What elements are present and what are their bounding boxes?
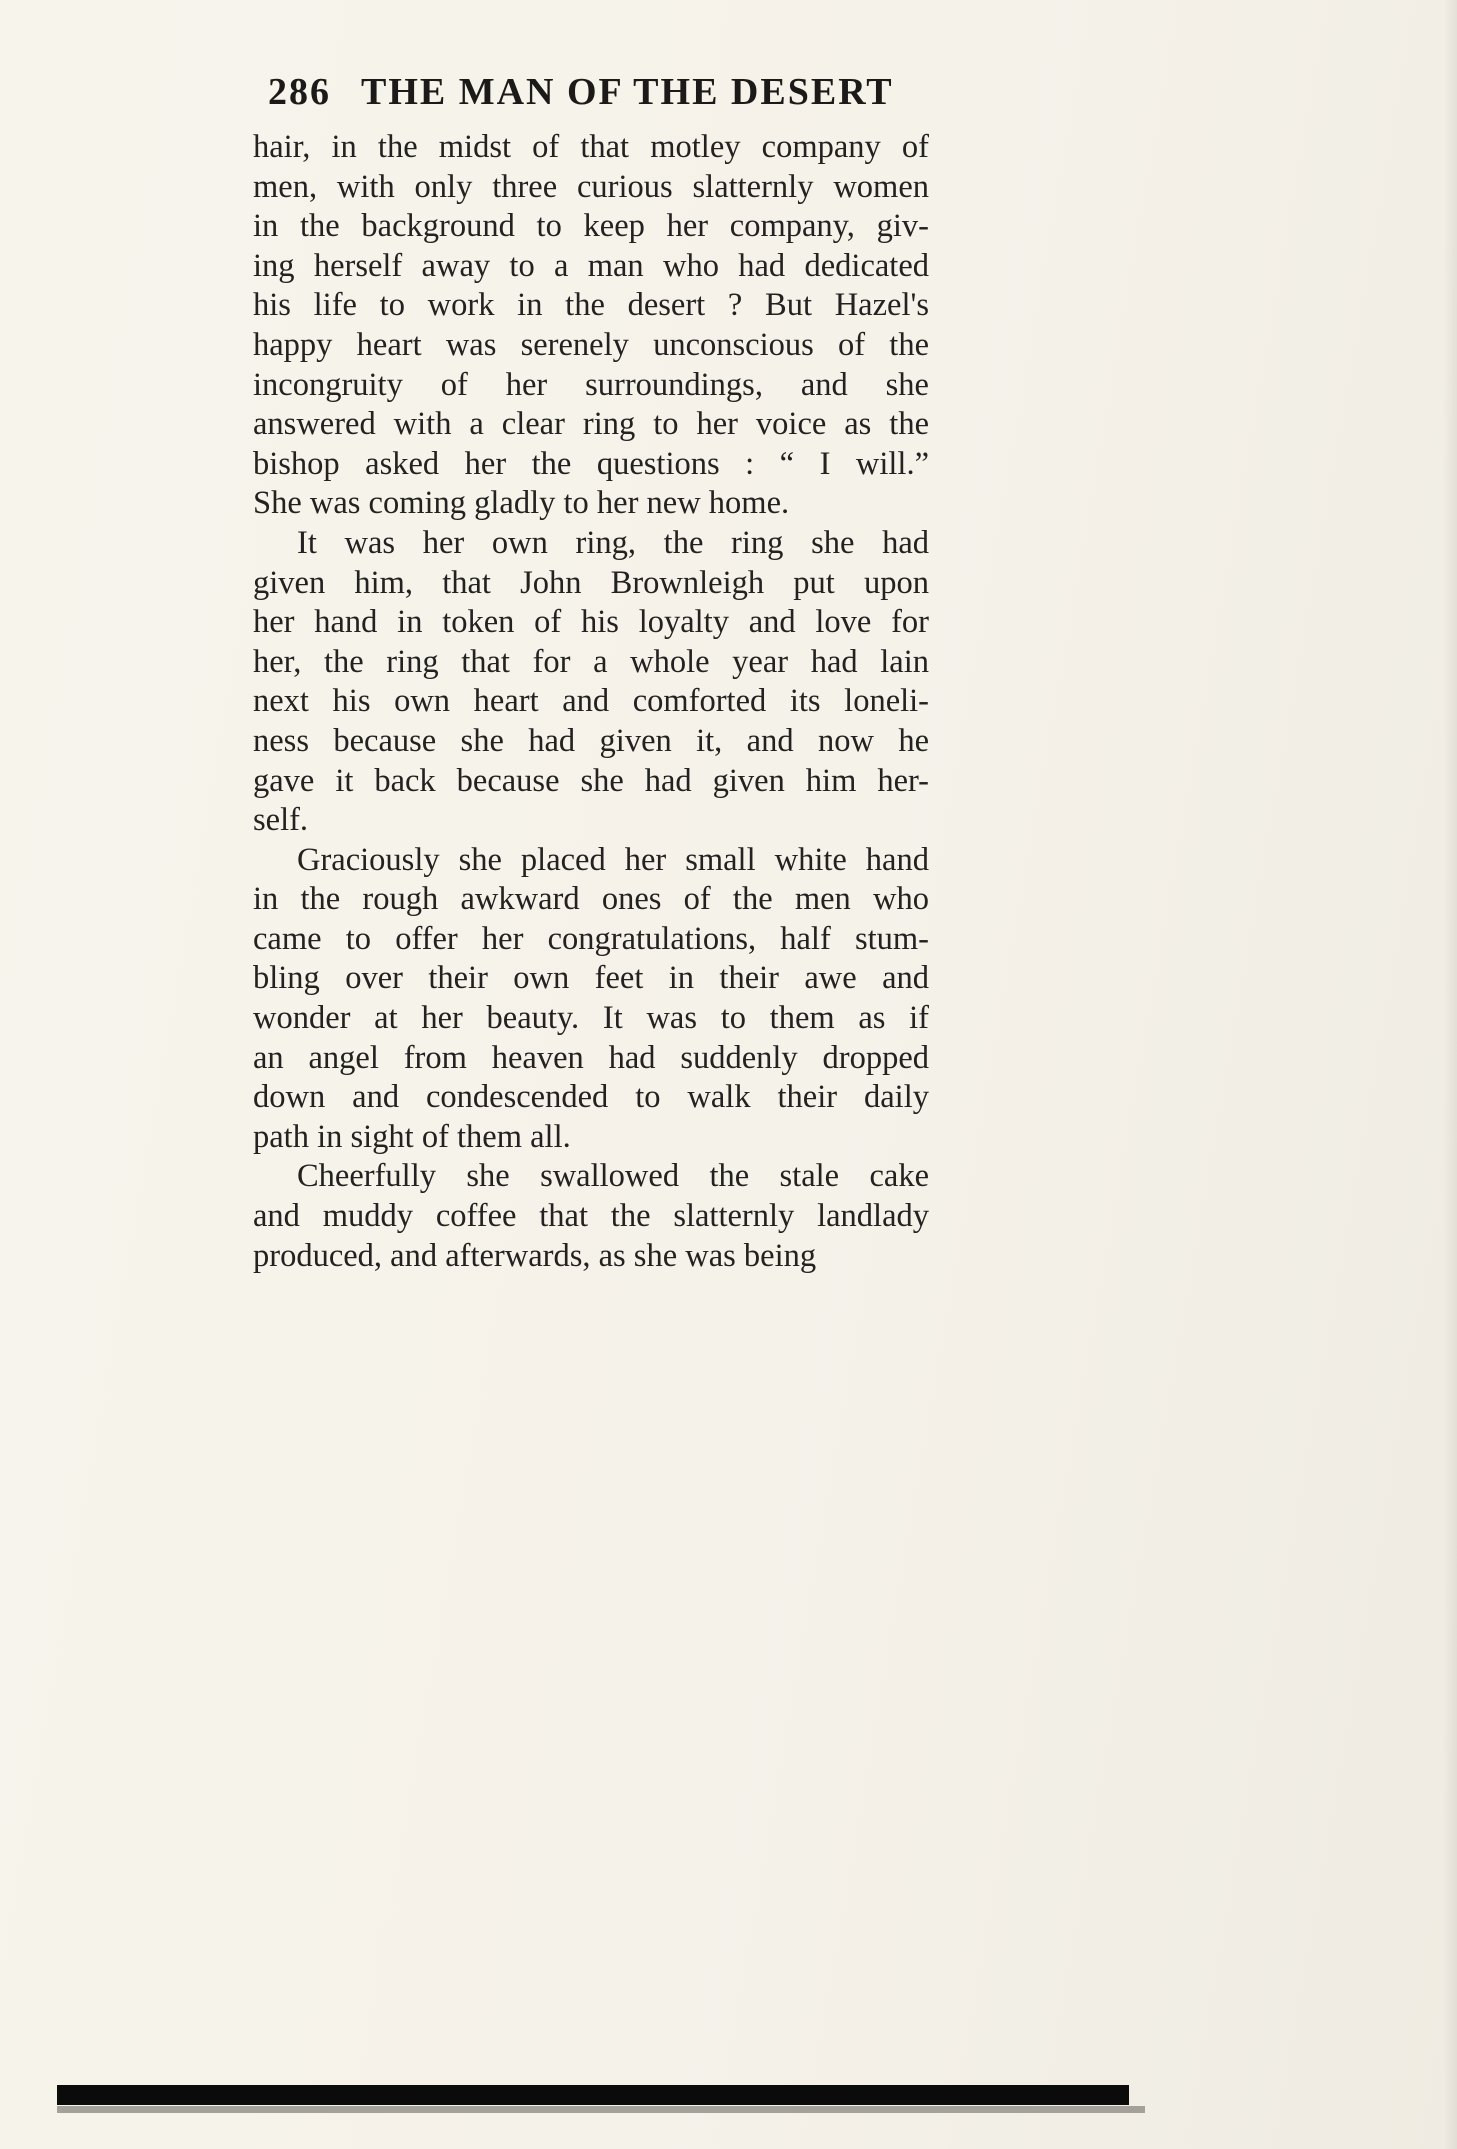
text-line: in the background to keep her company, giv-: [253, 208, 929, 245]
text-line: self.: [253, 802, 309, 839]
text-line: her, the ring that for a whole year had lain: [253, 643, 929, 680]
paragraph: [253, 128, 929, 524]
text-line: her hand in token of his loyalty and love for: [253, 604, 929, 641]
text-line: an angel from heaven had suddenly dropped: [253, 1039, 929, 1076]
text-line: his life to work in the desert ? But Hazel's: [253, 287, 929, 324]
text-line: came to offer her congratulations, half stum-: [253, 920, 929, 957]
text-line: happy heart was serenely unconscious of the: [253, 326, 929, 363]
text-line: ness because she had given it, and now he: [253, 722, 929, 759]
text-line: bling over their own feet in their awe and: [253, 960, 929, 997]
text-line: Graciously she placed her small white hand: [297, 841, 929, 878]
text-line: down and condescended to walk their daily: [253, 1079, 929, 1116]
text-line: ing herself away to a man who had dedicated: [253, 247, 929, 284]
text-line: She was coming gladly to her new home.: [253, 485, 790, 522]
paragraph: [253, 841, 929, 1158]
text-line: wonder at her beauty. It was to them as if: [253, 1000, 929, 1037]
text-line: produced, and afterwards, as she was being: [253, 1237, 817, 1274]
page-number: 286: [268, 71, 331, 113]
text-line: in the rough awkward ones of the men who: [253, 881, 929, 918]
text-line: path in sight of them all.: [253, 1118, 571, 1155]
text-line: gave it back because she had given him her-: [253, 762, 929, 799]
scan-artifact-bar-shadow: [57, 2106, 1145, 2113]
text-line: incongruity of her surroundings, and she: [253, 366, 929, 403]
scan-artifact-bar: [57, 2085, 1129, 2105]
running-header: [268, 70, 928, 114]
text-line: Cheerfully she swallowed the stale cake: [297, 1158, 929, 1195]
page-edge-shading: [1443, 0, 1457, 2149]
paragraph: [253, 1157, 929, 1276]
text-line: answered with a clear ring to her voice as the: [253, 406, 929, 443]
text-line: and muddy coffee that the slatternly landlady: [253, 1198, 929, 1235]
running-title: THE MAN OF THE DESERT: [361, 71, 894, 113]
text-line: bishop asked her the questions : “ I will.”: [253, 445, 929, 482]
text-line: given him, that John Brownleigh put upon: [253, 564, 929, 601]
text-line: hair, in the midst of that motley company of: [253, 129, 929, 165]
text-line: next his own heart and comforted its loneli-: [253, 683, 929, 720]
paragraph: [253, 524, 929, 841]
text-line: It was her own ring, the ring she had: [297, 524, 929, 561]
text-line: men, with only three curious slatternly women: [253, 168, 929, 205]
text-block: [253, 128, 929, 1276]
